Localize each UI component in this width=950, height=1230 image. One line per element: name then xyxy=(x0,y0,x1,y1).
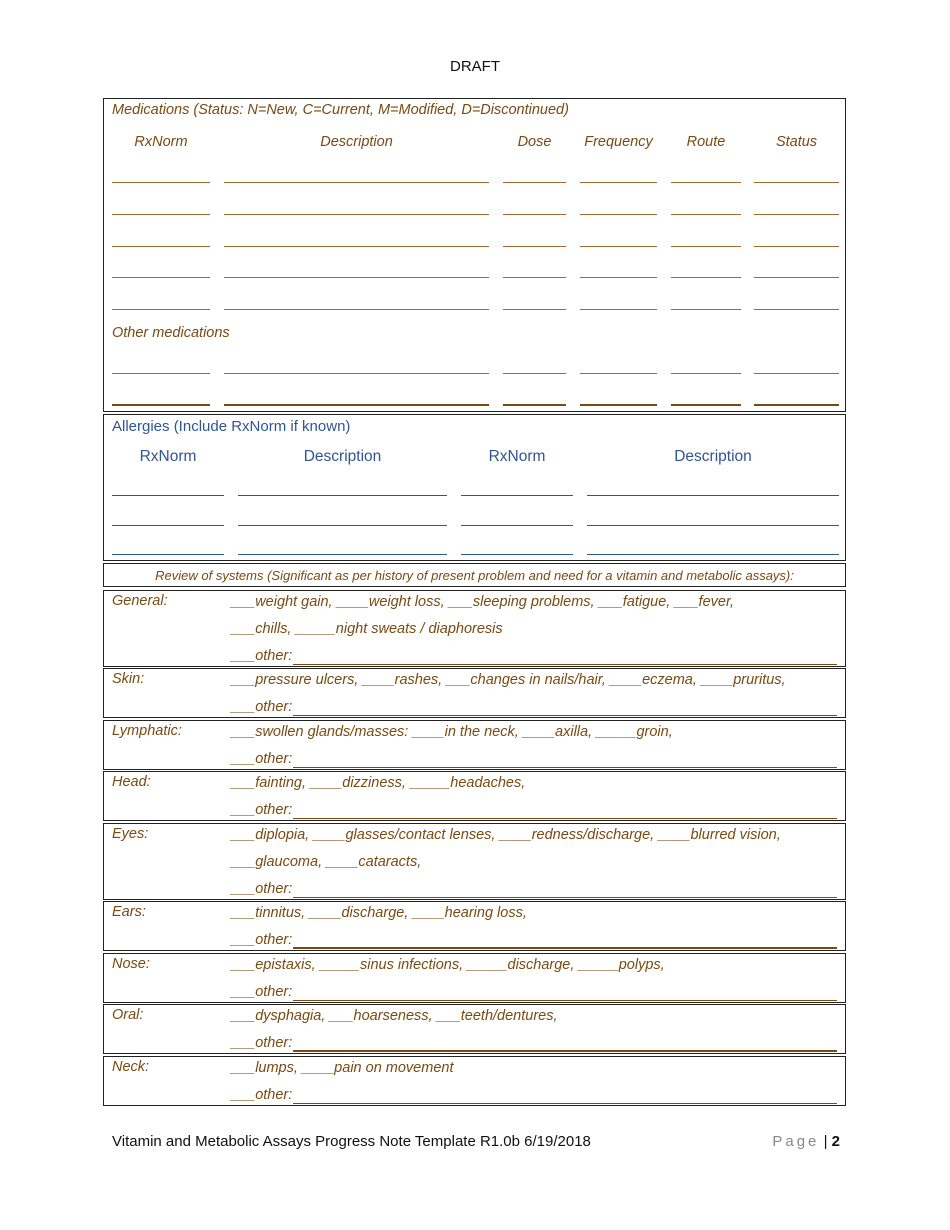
other-text: other: xyxy=(255,648,293,664)
other-fill[interactable] xyxy=(293,1088,837,1104)
ros-options-skin[interactable]: ___pressure ulcers, ____rashes, ___changes in nails/hair, ____eczema, ____pruritus, xyxy=(231,672,786,688)
ros-general xyxy=(103,590,846,667)
other-label: ___ xyxy=(231,751,256,767)
other-label: ___ xyxy=(231,1087,256,1103)
other-label: ___ xyxy=(231,932,256,948)
ros-other-nose[interactable] xyxy=(231,983,837,1001)
ros-label-head: Head: xyxy=(112,774,151,790)
allergy-col-description-2: Description xyxy=(674,448,752,465)
ros-other-ears[interactable] xyxy=(231,931,837,949)
ros-oral xyxy=(103,1004,846,1054)
allergy-col-description-1: Description xyxy=(303,448,382,465)
other-text: other: xyxy=(255,984,293,1000)
ros-header: Review of systems (Significant as per history of present problem and need for a vitamin and metabolic assays): xyxy=(155,568,794,583)
other-fill[interactable] xyxy=(293,803,837,819)
footer-page-word: Page xyxy=(772,1133,820,1150)
ros-other-lymphatic[interactable] xyxy=(231,750,837,768)
other-label: ___ xyxy=(231,881,256,897)
med-col-status: Status xyxy=(775,134,818,150)
med-col-description: Description xyxy=(320,134,393,150)
med-col-rxnorm: RxNorm xyxy=(134,134,188,150)
med-col-frequency: Frequency xyxy=(584,134,653,150)
ros-options-general-1[interactable]: ___weight gain, ____weight loss, ___sleeping problems, ___fatigue, ___fever, xyxy=(231,594,735,610)
ros-other-neck[interactable] xyxy=(231,1086,837,1104)
ros-other-oral[interactable] xyxy=(231,1034,837,1052)
other-label: ___ xyxy=(231,802,256,818)
footer-page xyxy=(772,1133,840,1150)
ros-lymphatic xyxy=(103,720,846,770)
other-medications-label: Other medications xyxy=(112,325,230,341)
other-label: ___ xyxy=(231,984,256,1000)
ros-other-eyes[interactable] xyxy=(231,880,837,898)
allergy-col-rxnorm-1: RxNorm xyxy=(139,448,197,465)
other-text: other: xyxy=(255,751,293,767)
other-text: other: xyxy=(255,699,293,715)
ros-other-skin[interactable] xyxy=(231,698,837,716)
ros-skin xyxy=(103,668,846,718)
other-fill[interactable] xyxy=(293,882,837,898)
other-fill[interactable] xyxy=(293,985,837,1001)
other-fill[interactable] xyxy=(293,700,837,716)
ros-options-eyes-2[interactable]: ___glaucoma, ____cataracts, xyxy=(231,854,422,870)
ros-options-ears[interactable]: ___tinnitus, ____discharge, ____hearing loss, xyxy=(231,905,527,921)
ros-options-nose[interactable]: ___epistaxis, _____sinus infections, _____discharge, _____polyps, xyxy=(231,957,665,973)
ros-label-oral: Oral: xyxy=(112,1007,144,1023)
ros-options-oral[interactable]: ___dysphagia, ___hoarseness, ___teeth/dentures, xyxy=(231,1008,558,1024)
medications-section xyxy=(103,98,846,412)
ros-label-nose: Nose: xyxy=(112,956,150,972)
ros-label-ears: Ears: xyxy=(112,904,146,920)
med-col-route: Route xyxy=(686,134,726,150)
allergies-title: Allergies (Include RxNorm if known) xyxy=(112,418,351,435)
ros-other-general[interactable] xyxy=(231,647,837,665)
ros-label-general: General: xyxy=(112,593,168,609)
other-fill[interactable] xyxy=(293,932,837,949)
ros-eyes xyxy=(103,823,846,900)
ros-options-lymphatic[interactable]: ___swollen glands/masses: ____in the neck, ____axilla, _____groin, xyxy=(231,724,673,740)
allergy-col-rxnorm-2: RxNorm xyxy=(488,448,546,465)
ros-other-head[interactable] xyxy=(231,801,837,819)
ros-label-skin: Skin: xyxy=(112,671,145,687)
footer-separator: | xyxy=(823,1133,828,1150)
medications-title: Medications (Status: N=New, C=Current, M=Modified, D=Discontinued) xyxy=(112,102,569,118)
other-text: other: xyxy=(255,1035,293,1051)
other-label: ___ xyxy=(231,648,256,664)
ros-label-lymphatic: Lymphatic: xyxy=(112,723,182,739)
allergies-section xyxy=(103,414,846,561)
other-label: ___ xyxy=(231,1035,256,1051)
draft-heading: DRAFT xyxy=(450,58,500,75)
ros-options-head[interactable]: ___fainting, ____dizziness, _____headaches, xyxy=(231,775,526,791)
other-text: other: xyxy=(255,881,293,897)
ros-label-eyes: Eyes: xyxy=(112,826,149,842)
med-col-dose: Dose xyxy=(517,134,552,150)
footer-page-number: 2 xyxy=(831,1133,840,1150)
ros-nose xyxy=(103,953,846,1003)
footer-template-name: Vitamin and Metabolic Assays Progress Note Template R1.0b 6/19/2018 xyxy=(112,1133,591,1150)
ros-ears xyxy=(103,901,846,951)
other-fill[interactable] xyxy=(293,649,837,665)
ros-options-neck[interactable]: ___lumps, ____pain on movement xyxy=(231,1060,454,1076)
other-text: other: xyxy=(255,1087,293,1103)
other-label: ___ xyxy=(231,699,256,715)
ros-header-box xyxy=(103,563,846,587)
ros-label-neck: Neck: xyxy=(112,1059,150,1075)
other-fill[interactable] xyxy=(293,1035,837,1052)
other-text: other: xyxy=(255,932,293,948)
other-text: other: xyxy=(255,802,293,818)
other-fill[interactable] xyxy=(293,752,837,768)
ros-head xyxy=(103,771,846,821)
ros-options-general-2[interactable]: ___chills, _____night sweats / diaphoresis xyxy=(231,621,503,637)
ros-neck xyxy=(103,1056,846,1106)
ros-options-eyes-1[interactable]: ___diplopia, ____glasses/contact lenses, ____redness/discharge, ____blurred vision, xyxy=(231,827,781,843)
